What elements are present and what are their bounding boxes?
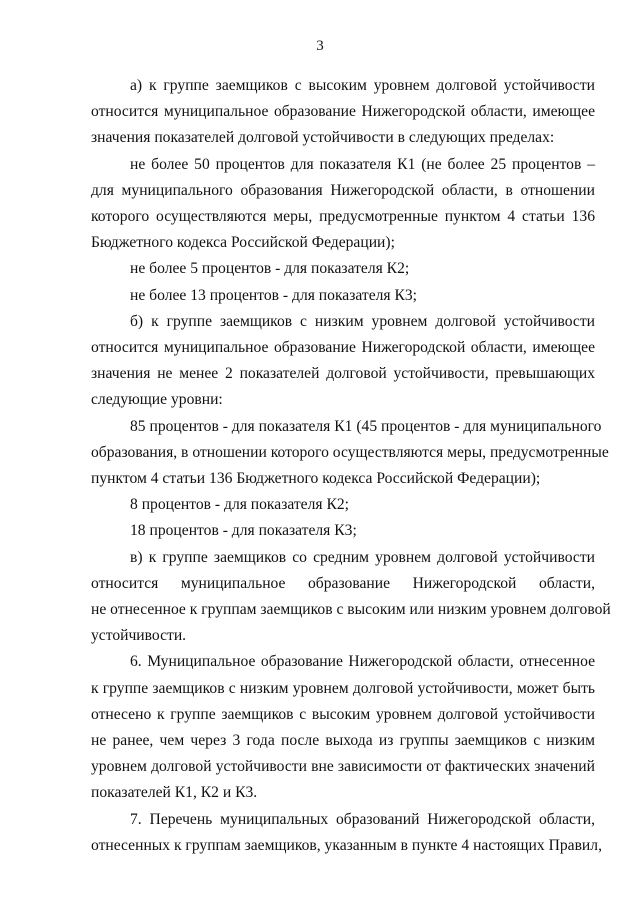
text-line: значения не менее 2 показателей долговой устойчивости, превышающих [91,365,595,383]
text-line: 18 процентов - для показателя К3; [130,522,357,540]
text-line: относится муниципальное образование Нижегородской области, имеющее [91,339,595,357]
text-line: устойчивости. [91,627,187,645]
text-line: отнесено к группе заемщиков с высоким уровнем долговой устойчивости [91,705,595,723]
paragraph-b3 [91,518,595,544]
page-number: 3 [316,38,324,54]
text-line: значения показателей долговой устойчивости в следующих пределах: [91,129,555,147]
text-line: не ранее, чем через 3 года после выхода из группы заемщиков с низким [91,732,595,750]
paragraph-c [91,545,611,650]
text-line: образования, в отношении которого осуществляются меры, предусмотренные [91,443,609,461]
paragraph-a [91,73,595,152]
paragraph-p6 [91,649,595,806]
text-line: пунктом 4 статьи 136 Бюджетного кодекса Российской Федерации); [91,470,541,488]
paragraph-b [91,309,595,414]
paragraph-b1 [91,414,609,493]
text-line: не отнесенное к группам заемщиков с высоким или низким уровнем долговой [91,601,611,619]
paragraph-a2 [91,256,595,282]
text-line: Бюджетного кодекса Российской Федерации); [91,234,395,252]
text-line: отнесенных к группам заемщиков, указанным в пункте 4 настоящих Правил, [91,836,602,854]
text-line: для муниципального образования Нижегородской области, в отношении [91,181,595,199]
paragraph-a1 [91,152,595,257]
paragraph-p7 [91,807,602,859]
text-line: показателей К1, К2 и К3. [91,784,258,802]
text-line: 7. Перечень муниципальных образований Нижегородской области, [130,810,595,828]
text-line: относится муниципальное образование Нижегородской области, имеющее [91,103,595,121]
text-line: в) к группе заемщиков со средним уровнем долговой устойчивости [130,548,595,566]
text-line: относится муниципальное образование Нижегородской области, [91,574,595,592]
text-line: 8 процентов - для показателя К2; [130,496,349,514]
text-line: к группе заемщиков с низким уровнем долговой устойчивости, может быть [91,679,595,697]
text-line: не более 5 процентов - для показателя К2; [130,260,410,278]
text-line: 6. Муниципальное образование Нижегородской области, отнесенное [130,653,595,671]
paragraph-a3 [91,283,595,309]
text-line: уровнем долговой устойчивости вне зависимости от фактических значений [91,758,595,776]
document-body [91,73,611,859]
text-line: не более 13 процентов - для показателя К3; [130,286,417,304]
text-line: следующие уровни: [91,391,223,409]
text-line: а) к группе заемщиков с высоким уровнем долговой устойчивости [130,77,595,94]
text-line: которого осуществляются меры, предусмотренные пунктом 4 статьи 136 [91,208,595,226]
paragraph-b2 [91,492,595,518]
text-line: 85 процентов - для показателя К1 (45 процентов - для муниципального [130,417,602,435]
text-line: не более 50 процентов для показателя К1 (не более 25 процентов – [130,155,595,173]
text-line: б) к группе заемщиков с низким уровнем долговой устойчивости [130,312,595,330]
